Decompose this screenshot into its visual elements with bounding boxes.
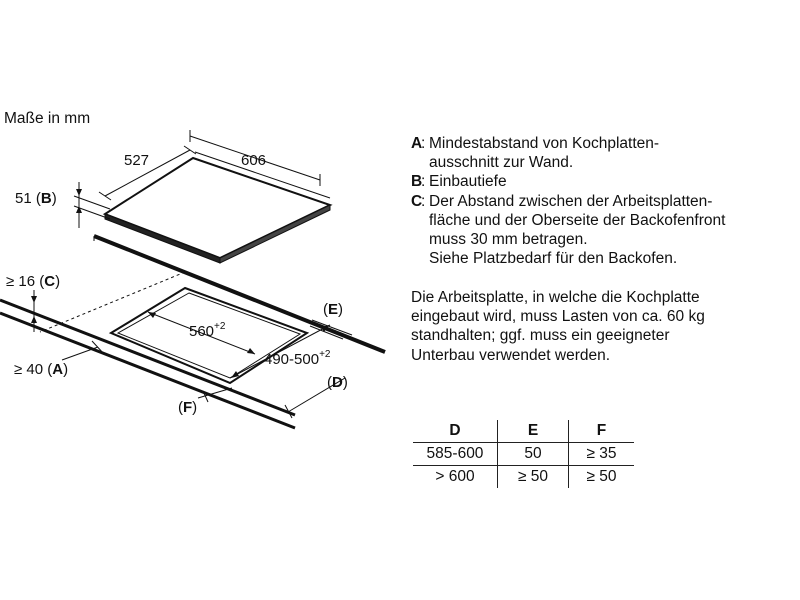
table-header-cell: D bbox=[413, 420, 498, 443]
legend-text: Mindestabstand von Kochplatten- ausschnitt zur Wand. bbox=[429, 135, 660, 172]
dimension-a bbox=[14, 341, 104, 378]
depth-b-key: B bbox=[40, 190, 52, 207]
legend-text: Einbautiefe bbox=[429, 173, 507, 191]
load-note: Die Arbeitsplatte, in welche die Kochplatte eingebaut wird, muss Lasten von ca. 60 kg standhalten; ggf. muss ein geeigneter Unterbau verwendet werden. bbox=[411, 289, 705, 364]
c-key: C bbox=[44, 273, 56, 290]
a-key: A bbox=[52, 361, 64, 378]
top-depth-label: 527 bbox=[124, 152, 150, 169]
cutout-width-label: 560 bbox=[189, 323, 215, 340]
legend-item-b: B : Einbautiefe bbox=[411, 173, 507, 191]
svg-text:(D): (D) bbox=[327, 374, 348, 391]
dimensions-table bbox=[413, 420, 634, 488]
legend-text: Der Abstand zwischen der Arbeitsplatten- fläche und der Oberseite der Backofenfront muss 30 mm betragen. Siehe Platzbedarf für den Backofen. bbox=[429, 192, 726, 268]
cooktop-top-surface bbox=[105, 158, 330, 258]
svg-text:≥ 40 (A): ≥ 40 (A) bbox=[14, 361, 69, 378]
table-header-cell: E bbox=[498, 420, 569, 443]
svg-text:≥ 16 (C): ≥ 16 (C) bbox=[6, 273, 61, 290]
cutout-depth-tolerance: +2 bbox=[319, 349, 331, 360]
e-key: E bbox=[328, 301, 339, 318]
table-header-cell: F bbox=[569, 420, 635, 443]
table-row bbox=[413, 443, 634, 466]
svg-text:(E): (E) bbox=[323, 301, 344, 318]
c-prefix: ≥ 16 bbox=[6, 273, 36, 290]
table-cell: > 600 bbox=[413, 466, 498, 489]
d-key: D bbox=[332, 374, 343, 391]
legend-key: B bbox=[411, 173, 423, 191]
table-header-row bbox=[413, 420, 634, 443]
legend-item-c: C : Der Abstand zwischen der Arbeitsplatten- fläche und der Oberseite der Backofenfront muss 30 mm betragen. Siehe Platzbedarf für den Backofen. bbox=[411, 192, 726, 268]
units-label: Maße in mm bbox=[4, 110, 91, 127]
top-width-label: 606 bbox=[241, 152, 267, 169]
table-cell: ≥ 35 bbox=[569, 443, 635, 466]
legend-key: C bbox=[411, 192, 423, 210]
dimension-b bbox=[15, 182, 110, 228]
table-cell: ≥ 50 bbox=[498, 466, 569, 489]
dimension-e bbox=[310, 301, 352, 339]
svg-text:490-500+2 bbox=[264, 349, 331, 368]
table-row bbox=[413, 466, 634, 489]
legend-item-a: A : Mindestabstand von Kochplatten- ausschnitt zur Wand. bbox=[411, 135, 660, 172]
svg-text:51 (B): 51 (B) bbox=[15, 190, 57, 207]
table-cell: 585-600 bbox=[413, 443, 498, 466]
dimension-d bbox=[285, 374, 348, 418]
cutout-width-tolerance: +2 bbox=[214, 321, 226, 332]
svg-text:(F): (F) bbox=[178, 399, 198, 416]
a-prefix: ≥ 40 bbox=[14, 361, 44, 378]
dimension-c bbox=[6, 273, 60, 332]
depth-b-value: 51 bbox=[15, 190, 32, 207]
legend bbox=[411, 134, 796, 268]
f-key: F bbox=[183, 399, 193, 416]
cutout-depth-label: 490-500 bbox=[264, 351, 320, 368]
table-cell: 50 bbox=[498, 443, 569, 466]
legend-key: A bbox=[411, 135, 423, 152]
table-cell: ≥ 50 bbox=[586, 468, 617, 485]
